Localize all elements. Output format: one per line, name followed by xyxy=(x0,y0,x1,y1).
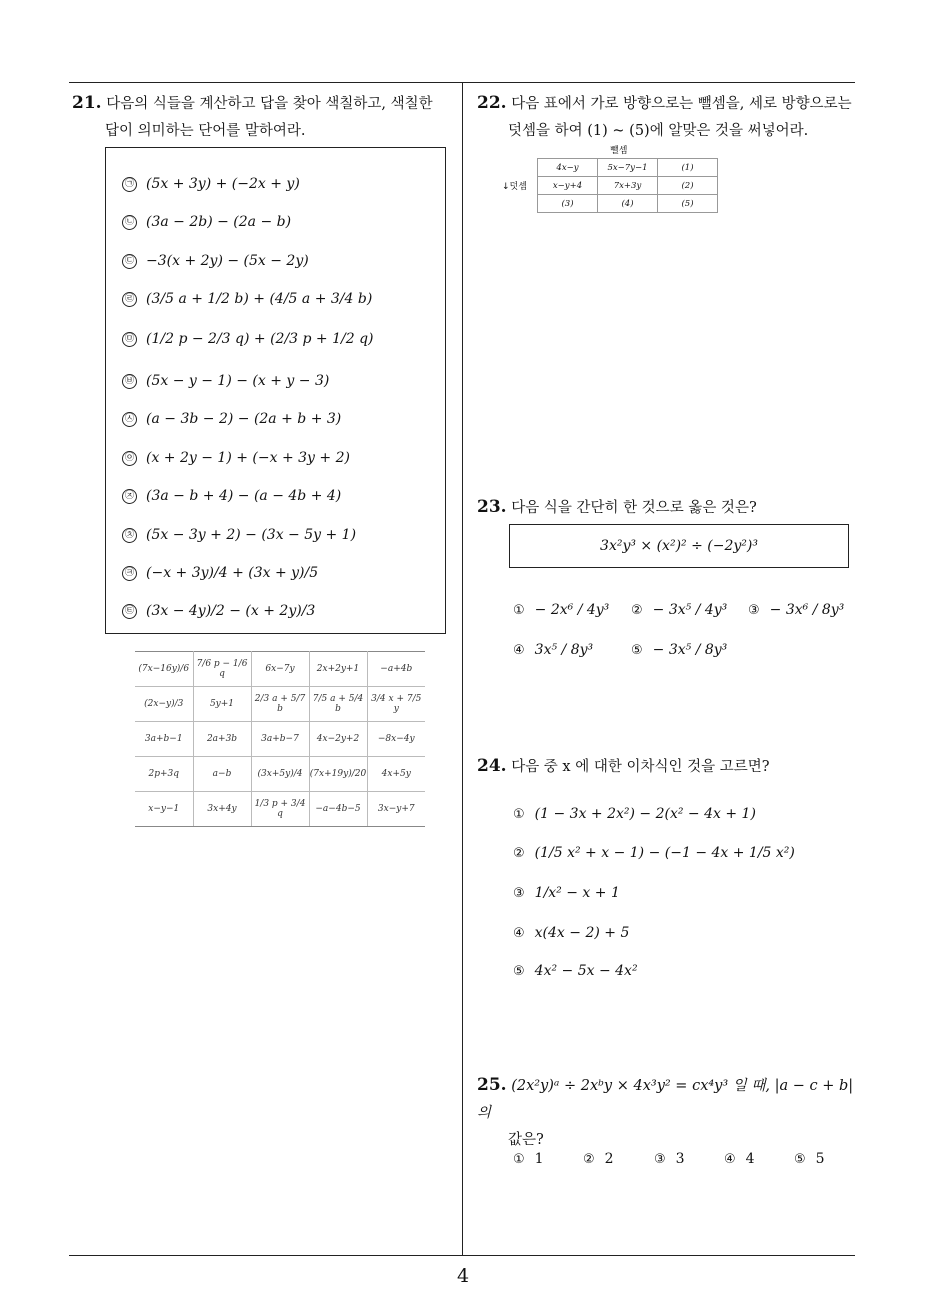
grid-cell[interactable]: −a+4b xyxy=(367,652,425,687)
choice-text: 4x² − 5x − 4x² xyxy=(534,963,638,979)
table-cell[interactable]: (4) xyxy=(598,195,658,213)
grid-cell[interactable]: 2x+2y+1 xyxy=(309,652,367,687)
table-cell[interactable]: (1) xyxy=(658,159,718,177)
choice-number: ② xyxy=(513,845,525,861)
choice-text: − 3x⁵ / 4y³ xyxy=(652,602,728,618)
grid-cell[interactable]: 3x+4y xyxy=(193,792,251,827)
item-label: ㉧ xyxy=(122,451,137,466)
item-label: ㉠ xyxy=(122,177,137,192)
choice-text: x(4x − 2) + 5 xyxy=(534,925,630,941)
table-cell: 5x−7y−1 xyxy=(598,159,658,177)
item-expr: (3/5 a + 1/2 b) + (4/5 a + 3/4 b) xyxy=(146,291,373,307)
item-expr: (3a − 2b) − (2a − b) xyxy=(146,214,292,230)
item-expr: (5x + 3y) + (−2x + y) xyxy=(146,176,300,192)
grid-cell[interactable]: 7/5 a + 5/4 b xyxy=(309,687,367,722)
grid-cell[interactable]: 3x−y+7 xyxy=(367,792,425,827)
choice-1[interactable] xyxy=(513,806,756,822)
choice-text: − 2x⁶ / 4y³ xyxy=(534,602,610,618)
question-text: (2x²y)ᵃ ÷ 2xᵇy × 4x³y² = cx⁴y³ 일 때, |a − c + b| 의 xyxy=(477,1078,854,1121)
item-label: ㉢ xyxy=(122,254,137,269)
question-number: 21. xyxy=(72,93,102,113)
expression-box: 3x²y³ × (x²)² ÷ (−2y²)³ xyxy=(509,524,849,568)
grid-cell[interactable]: 4x+5y xyxy=(367,757,425,792)
question-21 xyxy=(72,90,460,145)
choice-number: ⑤ xyxy=(794,1151,806,1167)
choice-3[interactable] xyxy=(654,1151,685,1167)
question-text: 다음 중 x 에 대한 이차식인 것을 고르면? xyxy=(511,759,770,775)
expression-item xyxy=(122,603,315,619)
item-label: ㉥ xyxy=(122,374,137,389)
choice-5[interactable] xyxy=(794,1151,825,1167)
question-22 xyxy=(477,90,862,145)
choice-number: ④ xyxy=(724,1151,736,1167)
operation-table xyxy=(537,158,718,213)
question-number: 22. xyxy=(477,93,507,113)
grid-cell[interactable]: x−y−1 xyxy=(135,792,193,827)
item-expr: (1/2 p − 2/3 q) + (2/3 p + 1/2 q) xyxy=(146,331,374,347)
table-cell: 4x−y xyxy=(538,159,598,177)
choice-text: 1 xyxy=(534,1151,544,1167)
choice-text: 2 xyxy=(604,1151,614,1167)
choice-text: − 3x⁵ / 8y³ xyxy=(652,642,728,658)
grid-cell[interactable]: 1/3 p + 3/4 q xyxy=(251,792,309,827)
expression-item xyxy=(122,411,341,427)
choice-number: ① xyxy=(513,602,525,618)
grid-row xyxy=(135,687,425,722)
grid-cell[interactable]: 2a+3b xyxy=(193,722,251,757)
question-text: 다음 표에서 가로 방향으로는 뺄셈을, 세로 방향으로는 xyxy=(511,96,852,112)
grid-cell[interactable]: (7x−16y)/6 xyxy=(135,652,193,687)
grid-cell[interactable]: 2p+3q xyxy=(135,757,193,792)
subtraction-label: 뺄셈 xyxy=(610,146,628,156)
choice-text: 3x⁵ / 8y³ xyxy=(534,642,594,658)
question-text-line2: 답이 의미하는 단어를 말하여라. xyxy=(105,123,306,139)
expression-item xyxy=(122,331,374,347)
question-number: 25. xyxy=(477,1075,507,1095)
expression-item xyxy=(122,527,356,543)
column-divider xyxy=(462,83,463,1255)
choice-4[interactable] xyxy=(724,1151,755,1167)
question-number: 24. xyxy=(477,756,507,776)
choice-text: − 3x⁶ / 8y³ xyxy=(769,602,845,618)
item-expr: (5x − y − 1) − (x + y − 3) xyxy=(146,373,330,389)
choice-number: ③ xyxy=(654,1151,666,1167)
choice-text: (1 − 3x + 2x²) − 2(x² − 4x + 1) xyxy=(534,806,756,822)
expression-box xyxy=(105,147,446,634)
grid-cell[interactable]: 3a+b−7 xyxy=(251,722,309,757)
item-expr: (a − 3b − 2) − (2a + b + 3) xyxy=(146,411,342,427)
question-text-line2: 값은? xyxy=(508,1132,544,1148)
grid-cell[interactable]: 5y+1 xyxy=(193,687,251,722)
grid-cell[interactable]: −a−4b−5 xyxy=(309,792,367,827)
grid-cell[interactable]: (3x+5y)/4 xyxy=(251,757,309,792)
choice-text: 3 xyxy=(675,1151,685,1167)
choice-text: 1/x² − x + 1 xyxy=(534,885,620,901)
item-label: ㉦ xyxy=(122,412,137,427)
choice-2[interactable] xyxy=(583,1151,614,1167)
choice-number: ④ xyxy=(513,925,525,941)
item-expr: −3(x + 2y) − (5x − 2y) xyxy=(146,253,309,269)
item-label: ㉫ xyxy=(122,604,137,619)
table-cell[interactable]: (3) xyxy=(538,195,598,213)
item-expr: (3a − b + 4) − (a − 4b + 4) xyxy=(146,488,342,504)
item-expr: (−x + 3y)/4 + (3x + y)/5 xyxy=(146,565,319,581)
table-cell: x−y+4 xyxy=(538,177,598,195)
question-25 xyxy=(477,1072,862,1154)
grid-row xyxy=(135,722,425,757)
grid-cell[interactable]: 6x−7y xyxy=(251,652,309,687)
choice-1[interactable] xyxy=(513,1151,544,1167)
table-cell[interactable]: (2) xyxy=(658,177,718,195)
choice-number: ② xyxy=(631,602,643,618)
expression-item xyxy=(122,214,291,230)
item-label: ㉨ xyxy=(122,489,137,504)
choice-1[interactable] xyxy=(513,602,609,618)
choice-text: 5 xyxy=(815,1151,825,1167)
grid-cell[interactable]: 3a+b−1 xyxy=(135,722,193,757)
grid-cell[interactable]: 4x−2y+2 xyxy=(309,722,367,757)
addition-label: ↓덧셈 xyxy=(502,182,527,192)
choice-2[interactable] xyxy=(631,602,727,618)
choice-2[interactable] xyxy=(513,845,795,861)
question-text: 다음 식을 간단히 한 것으로 옳은 것은? xyxy=(511,500,757,516)
bottom-rule xyxy=(69,1255,855,1256)
grid-cell[interactable]: −8x−4y xyxy=(367,722,425,757)
grid-cell[interactable]: (7x+19y)/20 xyxy=(309,757,367,792)
choice-text: 4 xyxy=(745,1151,755,1167)
choice-number: ③ xyxy=(748,602,760,618)
choice-number: ⑤ xyxy=(513,963,525,979)
question-text: 다음의 식들을 계산하고 답을 찾아 색칠하고, 색칠한 xyxy=(106,96,433,112)
grid-cell[interactable]: a−b xyxy=(193,757,251,792)
grid-cell[interactable]: 3/4 x + 7/5 y xyxy=(367,687,425,722)
choice-3[interactable] xyxy=(513,885,620,901)
item-label: ㉩ xyxy=(122,528,137,543)
expression-item xyxy=(122,253,309,269)
choice-4[interactable] xyxy=(513,642,593,658)
grid-cell[interactable]: (2x−y)/3 xyxy=(135,687,193,722)
item-expr: (5x − 3y + 2) − (3x − 5y + 1) xyxy=(146,527,357,543)
expression-item xyxy=(122,450,350,466)
choice-number: ④ xyxy=(513,642,525,658)
item-expr: (x + 2y − 1) + (−x + 3y + 2) xyxy=(146,450,350,466)
table-cell[interactable]: (5) xyxy=(658,195,718,213)
choice-5[interactable] xyxy=(513,963,638,979)
item-label: ㉪ xyxy=(122,566,137,581)
question-24 xyxy=(477,753,862,781)
expression-item xyxy=(122,488,341,504)
choice-text: (1/5 x² + x − 1) − (−1 − 4x + 1/5 x²) xyxy=(534,845,795,861)
choice-number: ⑤ xyxy=(631,642,643,658)
item-label: ㉡ xyxy=(122,215,137,230)
question-number: 23. xyxy=(477,497,507,517)
table-row xyxy=(538,195,718,213)
question-text-line2: 덧셈을 하여 (1) ~ (5)에 알맞은 것을 써넣어라. xyxy=(508,123,809,139)
choice-4[interactable] xyxy=(513,925,629,941)
choice-number: ③ xyxy=(513,885,525,901)
page-number: 4 xyxy=(456,1265,470,1287)
table-row xyxy=(538,177,718,195)
grid-cell[interactable]: 7/6 p − 1/6 q xyxy=(193,652,251,687)
choice-number: ① xyxy=(513,1151,525,1167)
choice-3[interactable] xyxy=(748,602,844,618)
table-cell: 7x+3y xyxy=(598,177,658,195)
expression-item xyxy=(122,176,300,192)
expression-item xyxy=(122,291,372,307)
grid-row xyxy=(135,792,425,827)
item-expr: (3x − 4y)/2 − (x + 2y)/3 xyxy=(146,603,316,619)
item-label: ㉣ xyxy=(122,292,137,307)
expression-item xyxy=(122,373,329,389)
choice-number: ① xyxy=(513,806,525,822)
grid-cell[interactable]: 2/3 a + 5/7 b xyxy=(251,687,309,722)
expression-item xyxy=(122,565,318,581)
answer-grid xyxy=(135,651,425,827)
table-row xyxy=(538,159,718,177)
grid-row xyxy=(135,652,425,687)
question-23 xyxy=(477,494,862,522)
grid-row xyxy=(135,757,425,792)
choice-number: ② xyxy=(583,1151,595,1167)
item-label: ㉤ xyxy=(122,332,137,347)
choice-5[interactable] xyxy=(631,642,727,658)
